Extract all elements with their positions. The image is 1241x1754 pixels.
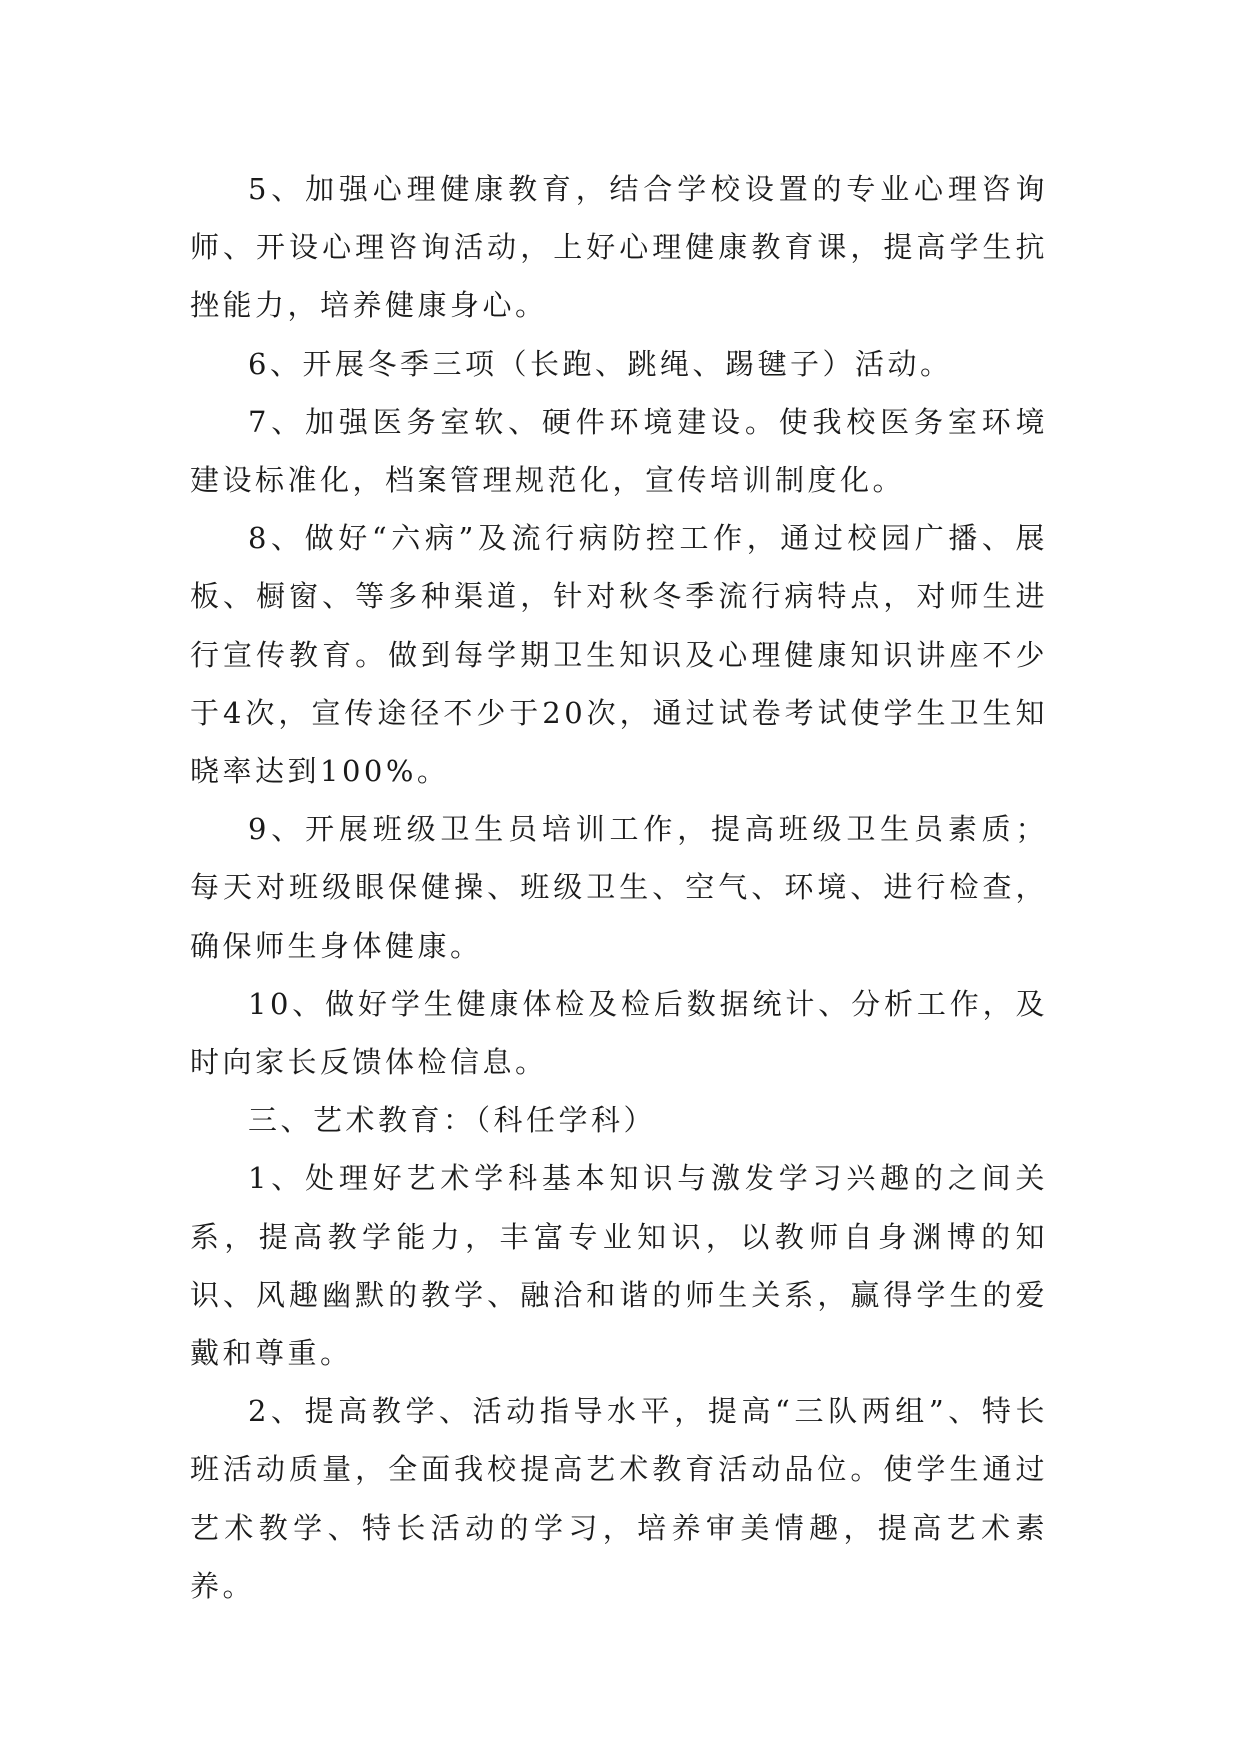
paragraph-item-6: 6、开展冬季三项（长跑、跳绳、踢毽子）活动。 — [248, 346, 953, 381]
paragraph-art-1: 1、处理好艺术学科基本知识与激发学习兴趣的之间关系，提高教学能力，丰富专业知识，以教师自身渊博的知识、风趣幽默的教学、融洽和谐的师生关系，赢得学生的爱戴和尊重。 — [190, 1161, 1048, 1371]
section-heading-art-education: 三、艺术教育：（科任学科） — [248, 1103, 657, 1138]
paragraph-item-8: 8、做好“六病”及流行病防控工作，通过校园广播、展板、橱窗、等多种渠道，针对秋冬季流行病特点，对师生进行宣传教育。做到每学期卫生知识及心理健康知识讲座不少于4次，宣传途径不少于20次，通过试卷考试使学生卫生知晓率达到100%。 — [190, 521, 1048, 789]
document-body — [190, 160, 1048, 1615]
paragraph-art-2: 2、提高教学、活动指导水平，提高“三队两组”、特长班活动质量，全面我校提高艺术教育活动品位。使学生通过艺术教学、特长活动的学习，培养审美情趣，提高艺术素养。 — [190, 1394, 1048, 1603]
paragraph-item-9: 9、开展班级卫生员培训工作，提高班级卫生员素质；每天对班级眼保健操、班级卫生、空气、环境、进行检查，确保师生身体健康。 — [190, 812, 1048, 963]
paragraph-item-5: 5、加强心理健康教育，结合学校设置的专业心理咨询师、开设心理咨询活动，上好心理健康教育课，提高学生抗挫能力，培养健康身心。 — [190, 172, 1048, 323]
paragraph-item-7: 7、加强医务室软、硬件环境建设。使我校医务室环境建设标准化，档案管理规范化，宣传培训制度化。 — [190, 404, 1048, 498]
paragraph-item-10: 10、做好学生健康体检及检后数据统计、分析工作，及时向家长反馈体检信息。 — [190, 986, 1048, 1080]
